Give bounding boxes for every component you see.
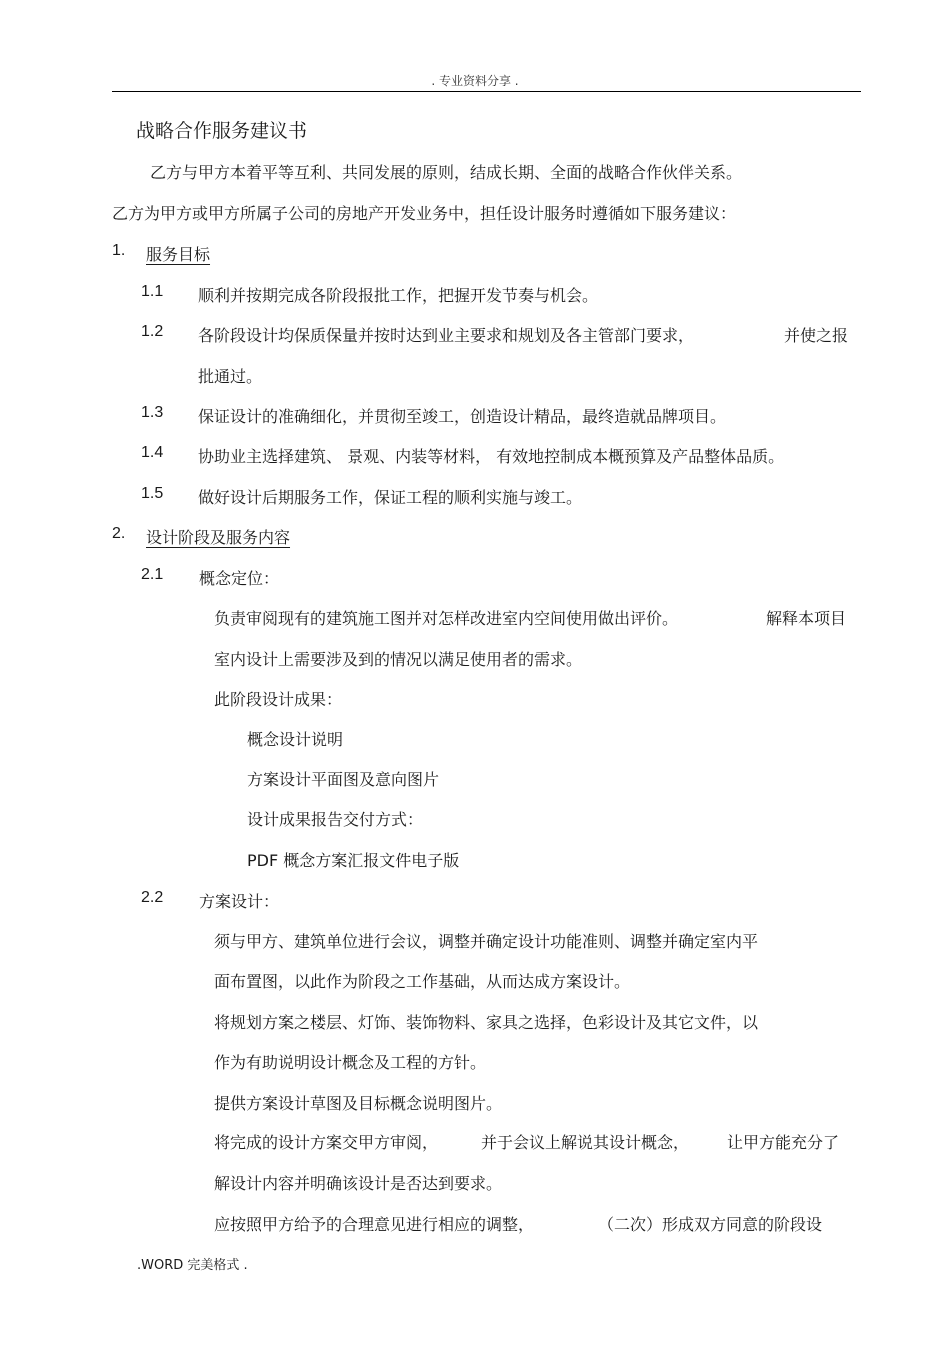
deliverable-item: 概念设计说明 (247, 730, 344, 749)
deliverable-item: 设计成果报告交付方式： (247, 810, 424, 829)
paragraph-line: 此阶段设计成果： (214, 690, 343, 709)
deliverable-item: 方案设计平面图及意向图片 (247, 770, 440, 789)
paragraph-line: 面布置图，以此作为阶段之工作基础，从而达成方案设计。 (214, 972, 631, 991)
paragraph-line: 将完成的设计方案交甲方审阅， (214, 1133, 439, 1152)
paragraph-line: 作为有助说明设计概念及工程的方针。 (214, 1053, 487, 1072)
document-title: 战略合作服务建议书 (136, 120, 308, 142)
subsection-number: 2.2 (141, 889, 164, 906)
header-rule (112, 91, 861, 92)
item-number: 1.4 (141, 444, 164, 461)
paragraph-line: 将规划方案之楼层、灯饰、装饰物料、家具之选择，色彩设计及其它文件，以 (214, 1013, 759, 1032)
item-text: 做好设计后期服务工作，保证工程的顺利实施与竣工。 (198, 488, 583, 507)
page-footer: .WORD 完美格式 . (137, 1258, 248, 1273)
subsection-heading: 方案设计： (199, 892, 280, 911)
paragraph-line: （二次）形成双方同意的阶段设 (598, 1215, 823, 1234)
page-header: . 专业资料分享 . (431, 74, 519, 88)
deliverable-item: PDF 概念方案汇报文件电子版 (247, 851, 460, 870)
paragraph-line: 负责审阅现有的建筑施工图并对怎样改进室内空间使用做出评价。 (214, 609, 679, 628)
item-number: 1.3 (141, 404, 164, 421)
section-1-number: 1. (112, 242, 126, 259)
paragraph-line: 须与甲方、建筑单位进行会议，调整并确定设计功能准则、调整并确定室内平 (214, 932, 759, 951)
item-number: 1.1 (141, 283, 164, 300)
item-text: 批通过。 (198, 367, 263, 386)
item-text: 协助业主选择建筑、 景观、内装等材料， 有效地控制成本概预算及产品整体品质。 (198, 447, 785, 466)
paragraph-line: 提供方案设计草图及目标概念说明图片。 (214, 1094, 503, 1113)
item-text: 各阶段设计均保质保量并按时达到业主要求和规划及各主管部门要求， (198, 326, 695, 345)
item-number: 1.2 (141, 323, 164, 340)
paragraph-line: 解设计内容并明确该设计是否达到要求。 (214, 1174, 503, 1193)
paragraph-line: 并于会议上解说其设计概念， (481, 1133, 690, 1152)
item-text: 保证设计的准确细化，并贯彻至竣工，创造设计精品，最终造就品牌项目。 (198, 407, 727, 426)
item-text: 顺利并按期完成各阶段报批工作，把握开发节奏与机会。 (198, 286, 599, 305)
subsection-number: 2.1 (141, 566, 164, 583)
item-text: 并使之报 (784, 326, 849, 345)
paragraph-line: 解释本项目 (766, 609, 847, 628)
paragraph-line: 让甲方能充分了 (727, 1133, 840, 1152)
paragraph-line: 室内设计上需要涉及到的情况以满足使用者的需求。 (214, 650, 583, 669)
paragraph-line: 应按照甲方给予的合理意见进行相应的调整， (214, 1215, 535, 1234)
intro-line-2: 乙方为甲方或甲方所属子公司的房地产开发业务中，担任设计服务时遵循如下服务建议： (112, 204, 737, 223)
section-2-heading: 设计阶段及服务内容 (146, 528, 291, 547)
intro-line-1: 乙方与甲方本着平等互利、共同发展的原则，结成长期、全面的战略合作伙伴关系。 (150, 163, 743, 182)
section-1-heading: 服务目标 (146, 245, 211, 264)
subsection-heading: 概念定位： (199, 569, 280, 588)
section-2-number: 2. (112, 525, 126, 542)
item-number: 1.5 (141, 485, 164, 502)
